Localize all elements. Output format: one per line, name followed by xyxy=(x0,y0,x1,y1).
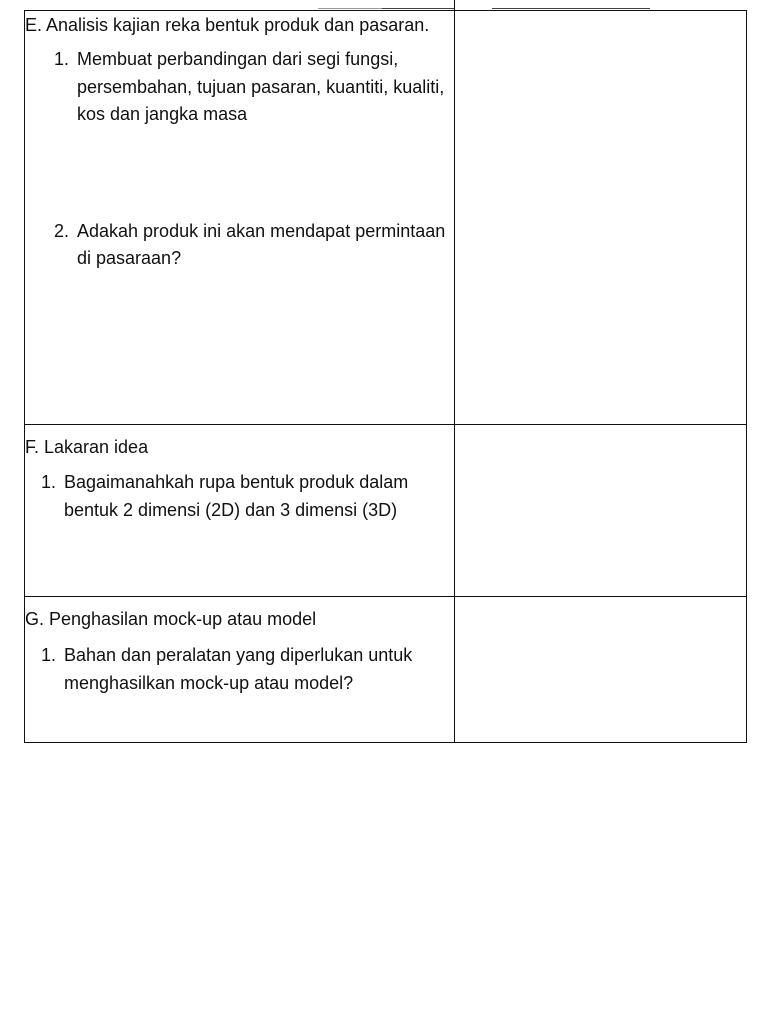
previous-table-border-fragment xyxy=(382,8,454,9)
question-cell xyxy=(25,425,455,597)
list-item xyxy=(25,642,454,697)
answer-cell[interactable] xyxy=(455,11,747,425)
section-heading: E. Analisis kajian reka bentuk produk dan pasaran. xyxy=(25,15,430,35)
table-row-section-e xyxy=(25,11,747,425)
question-cell xyxy=(25,11,455,425)
answer-cell[interactable] xyxy=(455,425,747,597)
item-number: 1. xyxy=(54,49,70,69)
item-text: Bagaimanahkah rupa bentuk produk dalam bentuk 2 dimensi (2D) dan 3 dimensi (3D) xyxy=(64,472,409,520)
table-row-section-g xyxy=(25,597,747,743)
item-number: 1. xyxy=(41,472,57,492)
item-text: Adakah produk ini akan mendapat permintaan di pasaraan? xyxy=(77,220,446,268)
item-number: 1. xyxy=(41,645,57,665)
section-heading: G. Penghasilan mock-up atau model xyxy=(25,609,317,629)
table-row-section-f xyxy=(25,425,747,597)
list-item xyxy=(25,469,454,524)
worksheet-table xyxy=(24,10,747,743)
item-text: Membuat perbandingan dari segi fungsi, persembahan, tujuan pasaran, kuantiti, kualiti, kos dan jangka masa xyxy=(77,49,445,124)
item-number: 2. xyxy=(54,220,70,241)
list-item xyxy=(25,218,454,273)
previous-table-border-fragment xyxy=(318,8,382,9)
section-heading: F. Lakaran idea xyxy=(25,437,149,457)
question-cell xyxy=(25,597,455,743)
answer-cell[interactable] xyxy=(455,597,747,743)
list-item xyxy=(25,46,454,129)
item-text: Bahan dan peralatan yang diperlukan untuk menghasilkan mock-up atau model? xyxy=(64,645,413,693)
previous-table-border-fragment xyxy=(492,8,650,9)
